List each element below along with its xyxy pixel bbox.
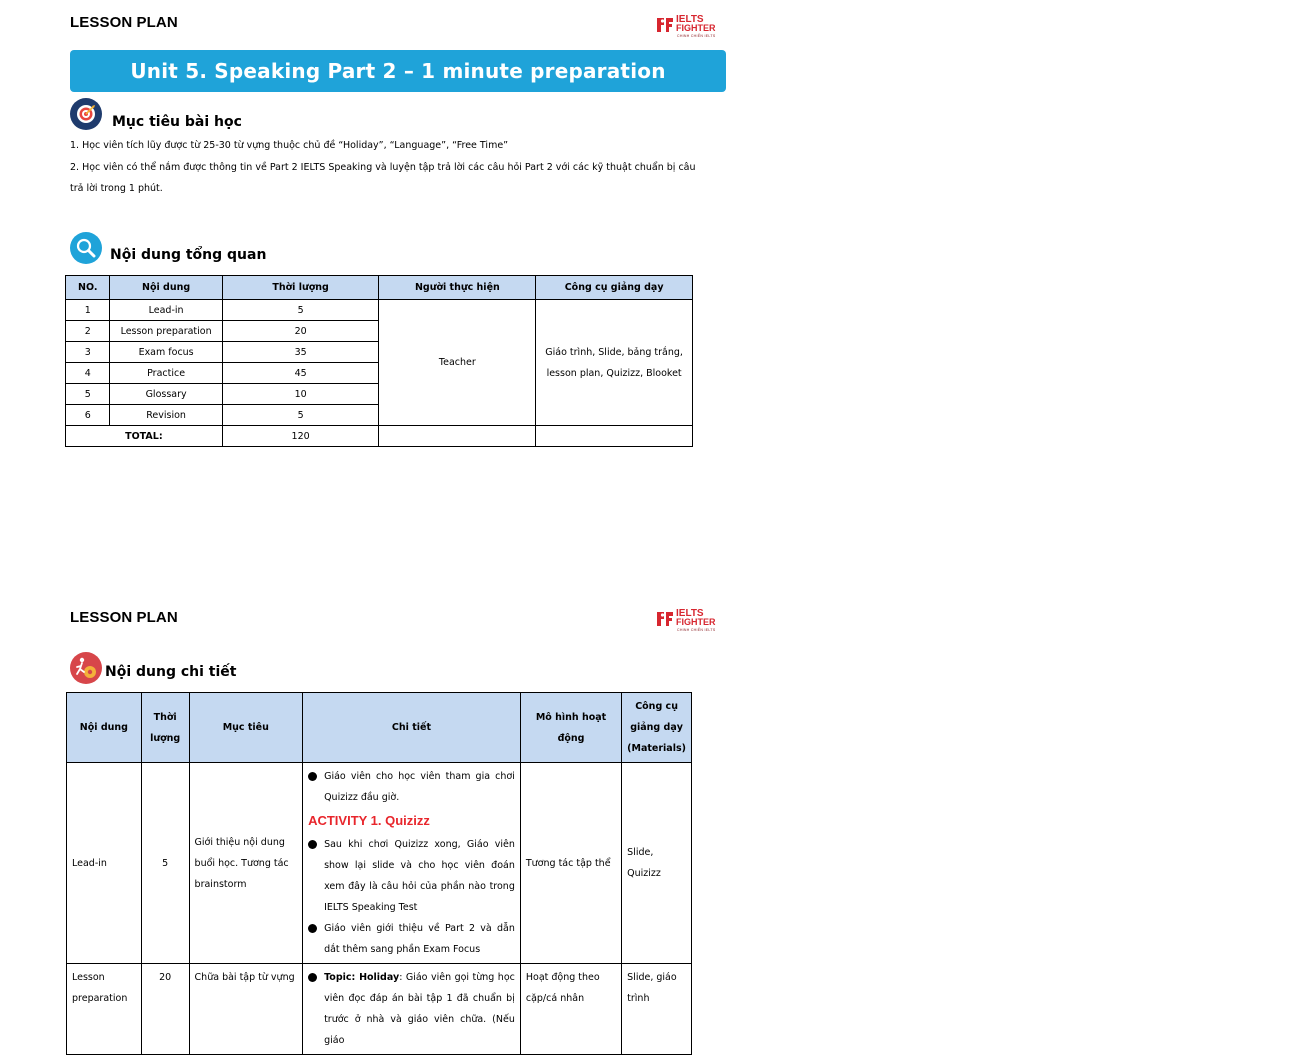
lesson-plan-label: LESSON PLAN: [70, 14, 178, 31]
unit-title-banner: Unit 5. Speaking Part 2 – 1 minute preparation: [70, 50, 726, 92]
gear-run-icon: [70, 652, 102, 684]
row-content: Lesson preparation: [67, 964, 142, 1055]
row-no: 5: [66, 384, 110, 405]
duration-header-line2: lượng: [150, 732, 181, 744]
bullet-text: Giáo viên giới thiệu về Part 2 và dẫn dắt thêm sang phần Exam Focus: [324, 923, 515, 955]
row-tools: Slide, Quizizz: [622, 763, 692, 964]
column-header: [622, 693, 692, 763]
row-detail: [303, 763, 521, 964]
detail-heading: Nội dung chi tiết: [105, 664, 237, 680]
row-detail: [303, 964, 521, 1055]
logo-text-ielts: IELTS: [676, 14, 704, 25]
detail-table: [66, 692, 692, 1055]
row-goal: Giới thiệu nội dung buổi học. Tương tác brainstorm: [189, 763, 303, 964]
objective-line-2: 2. Học viên có thể nắm được thông tin về Part 2 IELTS Speaking và luyện tập trả lời các câu hỏi Part 2 với các kỹ thuật chuẩn bị câu: [70, 162, 696, 173]
table-row: [67, 763, 692, 964]
row-duration: 20: [141, 964, 189, 1055]
row-duration: 5: [141, 763, 189, 964]
tools-header-line1: Công cụ giảng dạy: [630, 701, 683, 733]
logo-mark-icon: [656, 16, 674, 34]
bullet-icon: [308, 840, 317, 849]
objectives-heading: Mục tiêu bài học: [112, 114, 242, 130]
row-duration: 45: [222, 363, 379, 384]
logo-tagline: CHINH CHIẾN IELTS: [677, 34, 716, 38]
empty-cell: [536, 426, 693, 447]
table-row: [67, 964, 692, 1055]
column-header: Mục tiêu: [189, 693, 303, 763]
total-label: TOTAL:: [66, 426, 223, 447]
row-content: Practice: [110, 363, 222, 384]
row-no: 3: [66, 342, 110, 363]
bullet-icon: [308, 924, 317, 933]
list-item: [308, 967, 515, 1051]
row-duration: 10: [222, 384, 379, 405]
row-duration: 35: [222, 342, 379, 363]
row-content: Glossary: [110, 384, 222, 405]
overview-table: [65, 275, 693, 447]
row-content: Lesson preparation: [110, 321, 222, 342]
list-item: [308, 766, 515, 808]
duration-header-line1: Thời: [153, 711, 177, 723]
tools-cell: [536, 300, 693, 426]
overview-heading: Nội dung tổng quan: [110, 247, 267, 263]
column-header: Công cụ giảng dạy: [536, 276, 693, 300]
logo-mark-icon: [656, 610, 674, 628]
row-no: 4: [66, 363, 110, 384]
table-header-row: [66, 276, 693, 300]
ielts-fighter-logo-page2: [656, 608, 722, 634]
row-tools: Slide, giáo trình: [622, 964, 692, 1055]
row-duration: 20: [222, 321, 379, 342]
lesson-plan-label-page2: LESSON PLAN: [70, 609, 178, 626]
bullet-text: Sau khi chơi Quizizz xong, Giáo viên show lại slide và cho học viên đoán xem đây là câu hỏi của phần nào trong IELTS Speaking Test: [324, 839, 515, 913]
tools-line-1: Giáo trình, Slide, bảng trắng,: [545, 346, 683, 358]
row-no: 2: [66, 321, 110, 342]
logo-text-fighter: FIGHTER: [676, 23, 716, 33]
column-header: NO.: [66, 276, 110, 300]
row-content: Lead-in: [110, 300, 222, 321]
total-row: [66, 426, 693, 447]
row-content: Exam focus: [110, 342, 222, 363]
search-icon: [70, 232, 102, 264]
objective-line-1: 1. Học viên tích lũy được từ 25-30 từ vựng thuộc chủ đề “Holiday”, “Language”, “Free Time”: [70, 140, 509, 151]
logo-text-fighter: FIGHTER: [676, 617, 716, 627]
bullet-icon: [308, 973, 317, 982]
column-header: Nội dung: [110, 276, 222, 300]
row-no: 1: [66, 300, 110, 321]
detail-bullets: [308, 766, 515, 808]
total-value: 120: [222, 426, 379, 447]
detail-bullets: [308, 834, 515, 960]
detail-bullets: [308, 967, 515, 1051]
list-item: [308, 918, 515, 960]
row-duration: 5: [222, 405, 379, 426]
bullet-text: : Giáo viên gọi từng học viên đọc đáp án bài tập 1 đã chuẩn bị trước ở nhà và giáo viên chữa. (Nếu giáo: [324, 972, 515, 1046]
tools-line-2: lesson plan, Quizizz, Blooket: [546, 367, 682, 379]
activity-title: ACTIVITY 1. Quizizz: [308, 813, 430, 828]
row-content: Revision: [110, 405, 222, 426]
bullet-icon: [308, 772, 317, 781]
objective-line-3: trả lời trong 1 phút.: [70, 183, 163, 194]
row-no: 6: [66, 405, 110, 426]
row-goal: Chữa bài tập từ vựng: [189, 964, 303, 1055]
column-header: Người thực hiện: [379, 276, 536, 300]
row-duration: 5: [222, 300, 379, 321]
column-header: Thời lượng: [222, 276, 379, 300]
column-header: Mô hình hoạt động: [520, 693, 621, 763]
column-header: Nội dung: [67, 693, 142, 763]
logo-tagline: CHINH CHIẾN IELTS: [677, 628, 716, 632]
performer-cell: Teacher: [379, 300, 536, 426]
table-row: [66, 300, 693, 321]
logo-text-ielts: IELTS: [676, 608, 704, 619]
column-header: [141, 693, 189, 763]
column-header: Chi tiết: [303, 693, 521, 763]
row-model: Hoạt động theo cặp/cá nhân: [520, 964, 621, 1055]
ielts-fighter-logo: [656, 14, 722, 40]
topic-label: Topic: Holiday: [324, 972, 400, 983]
list-item: [308, 834, 515, 918]
tools-header-line2: (Materials): [627, 743, 686, 754]
empty-cell: [379, 426, 536, 447]
row-content: Lead-in: [67, 763, 142, 964]
row-model: Tương tác tập thể: [520, 763, 621, 964]
bullet-text: Giáo viên cho học viên tham gia chơi Quizizz đầu giờ.: [324, 771, 515, 803]
table-header-row: [67, 693, 692, 763]
target-icon: [70, 98, 102, 130]
